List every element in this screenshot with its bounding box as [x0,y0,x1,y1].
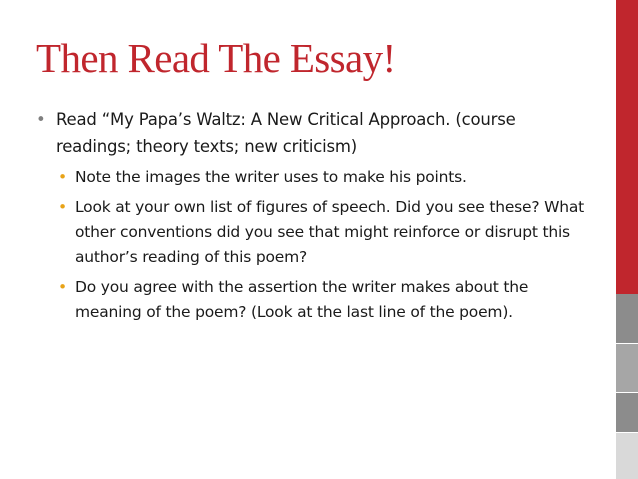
slide-body [36,106,592,325]
bullet-marker-icon: • [58,168,67,186]
bullet-item-level-2 [56,165,592,190]
side-bar-light-segment [616,433,638,479]
bullet-marker-icon: • [36,110,46,129]
bullet-item-level-2 [56,275,592,325]
side-bar-gray-segment [616,393,638,432]
bullet-item-level-2 [56,195,592,270]
side-bar-red-segment [616,0,638,294]
bullet-text: Read “My Papa’s Waltz: A New Critical Approach. (course readings; theory texts; new criticism) [56,110,516,156]
bullet-marker-icon: • [58,278,67,296]
bullet-text: Note the images the writer uses to make his points. [75,168,467,186]
bullet-marker-icon: • [58,198,67,216]
side-bar-gray-segment [616,294,638,343]
decorative-side-bar [616,0,638,479]
side-bar-gray-segment [616,344,638,392]
bullet-text: Look at your own list of figures of speech. Did you see these? What other conventions did you see that might reinforce or disrupt this author’s reading of this poem? [75,198,585,266]
bullet-item-level-1 [36,106,592,160]
slide-title: Then Read The Essay! [36,35,396,81]
bullet-text: Do you agree with the assertion the writer makes about the meaning of the poem? (Look at the last line of the poem). [75,278,529,321]
